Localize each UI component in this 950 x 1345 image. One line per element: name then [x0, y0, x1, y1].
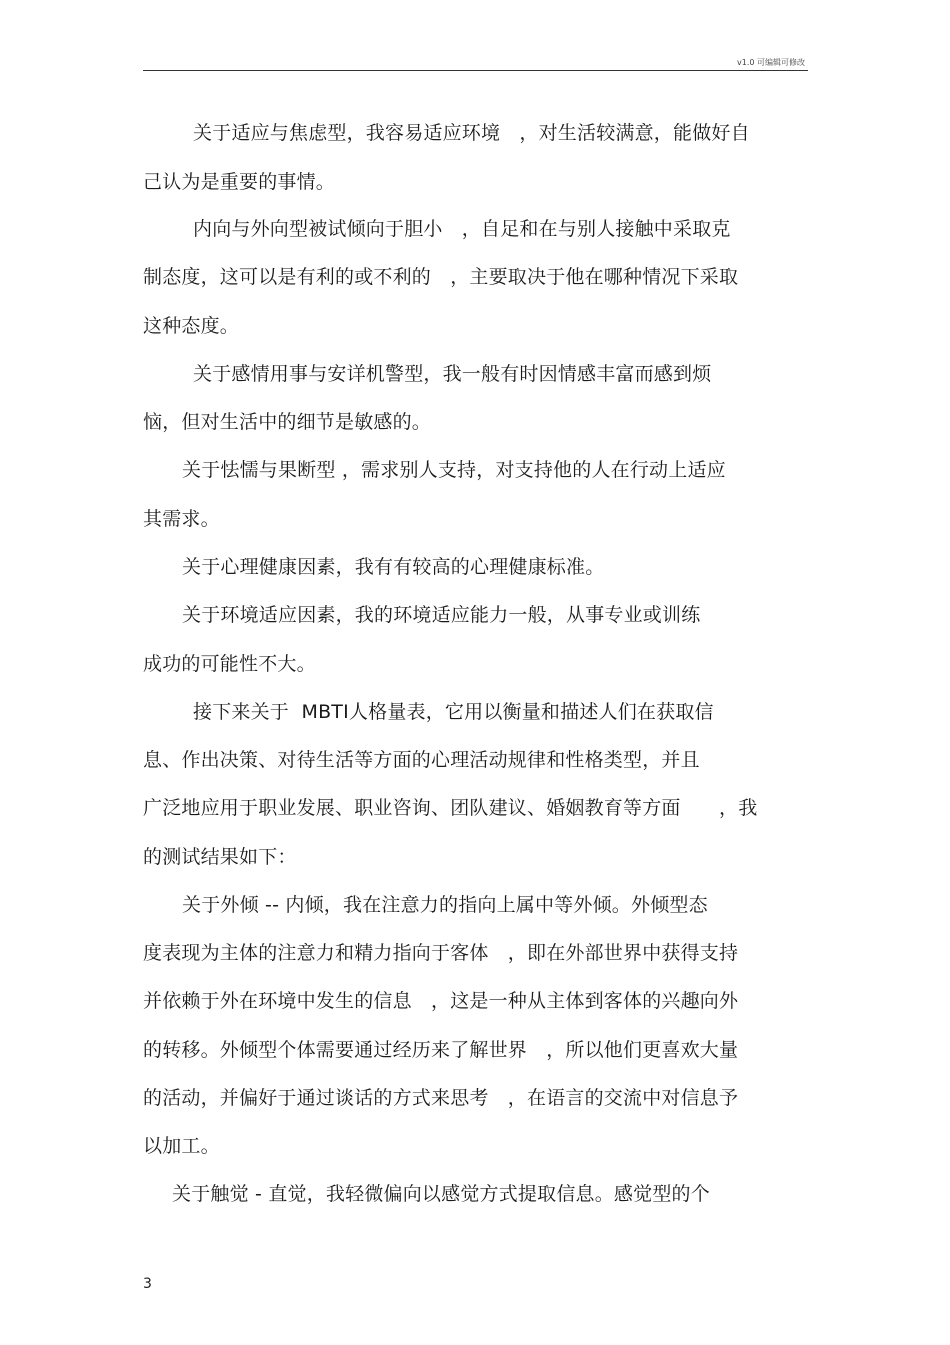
text-line: 成功的可能性不大。 — [143, 653, 316, 675]
text-line: 广泛地应用于职业发展、职业咨询、团队建议、婚姻教育等方面 ，我 — [143, 797, 758, 819]
text-line: 关于适应与焦虑型，我容易适应环境 ，对生活较满意，能做好自 — [193, 122, 750, 144]
text-line: 关于环境适应因素，我的环境适应能力一般，从事专业或训练 — [182, 604, 701, 626]
text-line: 内向与外向型被试倾向于胆小 ，自足和在与别人接触中采取克 — [193, 218, 731, 240]
text-line: 度表现为主体的注意力和精力指向于客体 ，即在外部世界中获得支持 — [143, 942, 739, 964]
text-line: 的活动，并偏好于通过谈话的方式来思考 ，在语言的交流中对信息予 — [143, 1087, 739, 1109]
text-line: 关于触觉 - 直觉，我轻微偏向以感觉方式提取信息。感觉型的个 — [172, 1183, 710, 1205]
text-line: 关于外倾 -- 内倾，我在注意力的指向上属中等外倾。外倾型态 — [182, 894, 708, 916]
text-line: 制态度，这可以是有利的或不利的 ，主要取决于他在哪种情况下采取 — [143, 266, 739, 288]
text-line: 其需求。 — [143, 508, 220, 530]
text-line: 关于心理健康因素，我有有较高的心理健康标准。 — [182, 556, 605, 578]
text-line: 并依赖于外在环境中发生的信息 ，这是一种从主体到客体的兴趣向外 — [143, 990, 739, 1012]
text-line: 的转移。外倾型个体需要通过经历来了解世界 ，所以他们更喜欢大量 — [143, 1039, 739, 1061]
text-line: 接下来关于 MBTI人格量表，它用以衡量和描述人们在获取信 — [193, 701, 714, 723]
text-line: 恼，但对生活中的细节是敏感的。 — [143, 411, 432, 433]
text-line: 关于怯懦与果断型 ，需求别人支持，对支持他的人在行动上适应 — [182, 459, 726, 481]
header-version-note: v1.0 可编辑可修改 — [737, 58, 805, 67]
text-line: 以加工。 — [143, 1135, 220, 1157]
text-line: 这种态度。 — [143, 315, 240, 337]
text-line: 己认为是重要的事情。 — [143, 171, 336, 193]
page-number: 3 — [143, 1276, 152, 1292]
text-line: 关于感情用事与安详机警型，我一般有时因情感丰富而感到烦 — [193, 363, 712, 385]
text-line: 息、作出决策、对待生活等方面的心理活动规律和性格类型，并且 — [143, 749, 700, 771]
header-rule — [143, 70, 808, 71]
text-line: 的测试结果如下： — [143, 846, 297, 868]
